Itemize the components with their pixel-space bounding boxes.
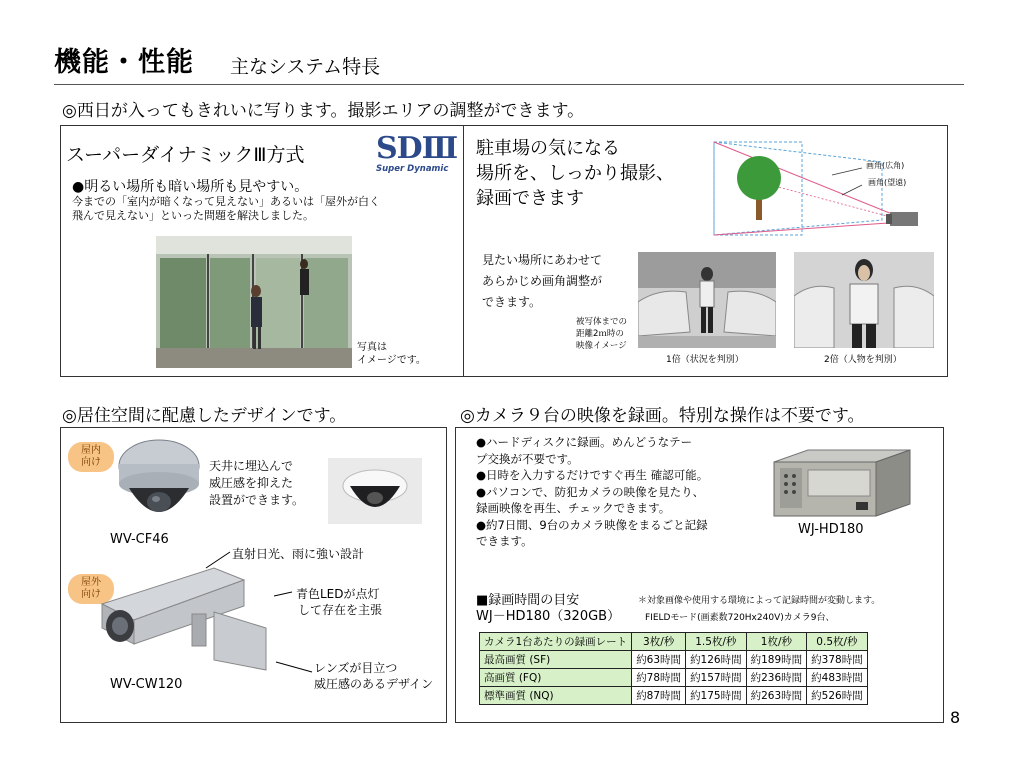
sd3-logo-text: SDⅢ [376, 131, 458, 166]
dome-camera-image [116, 436, 202, 530]
table-cell: 約263時間 [746, 687, 807, 705]
table-cell: 約87時間 [632, 687, 686, 705]
outdoor-badge-line2: 向け [81, 589, 101, 600]
table-title: ■録画時間の目安 [476, 593, 580, 608]
table-row-label: 標準画質 (NQ) [480, 687, 632, 705]
photo-note-line1: 写真は [357, 342, 387, 353]
table-note-line2: FIELDモード(画素数720Hx240V)カメラ9台、 [645, 613, 835, 623]
recording-time-table [479, 632, 868, 705]
photo-note [357, 341, 426, 367]
lens-text-line2: 威圧感のあるデザイン [314, 677, 434, 691]
caption-1x: 1倍（状況を判別） [666, 355, 744, 365]
outdoor-badge-line1: 屋外 [81, 577, 101, 588]
recorder-model: WJ-HD180 [798, 522, 864, 537]
table-row-label: 最高画質 (SF) [480, 651, 632, 669]
bullet4-line2: できます。 [476, 534, 533, 548]
parking-title-line1: 駐車場の気になる [476, 138, 620, 159]
table-row [480, 687, 868, 705]
page-title: 機能・性能 [54, 47, 194, 78]
sd-description [72, 195, 380, 223]
table-cell: 約157時間 [686, 669, 747, 687]
title-divider [54, 84, 964, 85]
distance-note-line3: 映像イメージ [576, 341, 627, 351]
bullet1-line2: プ交換が不要です。 [476, 451, 579, 466]
photo-note-line2: イメージです。 [357, 355, 426, 366]
angle-adjust-line2: あらかじめ画角調整が [482, 274, 603, 288]
table-header-row [480, 633, 868, 651]
table-header-cell: カメラ1台あたりの録画レート [480, 633, 632, 651]
table-cell: 約78時間 [632, 669, 686, 687]
angle-tele-label: 画角(望遠) [868, 178, 907, 187]
table-cell: 約526時間 [807, 687, 868, 705]
led-text [296, 586, 382, 618]
parking-image-1x [638, 252, 776, 348]
distance-note-line2: 距離2ｍ時の [576, 329, 624, 339]
table-cell: 約483時間 [807, 669, 868, 687]
section2-heading: ◎居住空間に配慮したデザインです。 [62, 406, 347, 426]
box-camera-image [94, 564, 270, 674]
ceiling-text-line3: 設置ができます。 [209, 493, 305, 507]
lens-text [314, 660, 433, 692]
super-dynamic-title: スーパーダイナミックⅢ方式 [66, 144, 305, 166]
indoor-badge [68, 442, 114, 472]
bright-dark-bullet: ●明るい場所も暗い場所も見やすい。 [72, 179, 309, 195]
bullet3-line2: 録画映像を再生、チェックできます。 [476, 501, 671, 515]
parking-title-line3: 録画できます [476, 188, 584, 209]
table-cell: 約126時間 [686, 651, 747, 669]
table-note-line1: ＊対象画像や使用する環境によって記録時間が変動します。 [638, 596, 881, 606]
angle-adjust-line3: できます。 [482, 295, 542, 309]
entrance-photo [156, 236, 352, 368]
sd3-logo-sub: Super Dynamic [376, 164, 449, 174]
indoor-badge-line1: 屋内 [81, 445, 101, 456]
page-subtitle: 主なシステム特長 [230, 56, 381, 78]
parking-title [476, 136, 674, 211]
sd-description-line2: 飛んで見えない」といった問題を解決しました。 [72, 209, 314, 222]
table-model: WJ－HD180（320GB） [476, 609, 621, 624]
led-text-line2: して存在を主張 [298, 603, 383, 617]
table-header-cell: 3枚/秒 [632, 633, 686, 651]
recorder-image [768, 448, 912, 520]
panel-divider [463, 125, 464, 377]
ceiling-text-line2: 威圧感を抑えた [209, 476, 294, 490]
indoor-badge-line2: 向け [81, 457, 101, 468]
model-indoor: WV-CF46 [110, 532, 169, 547]
view-angle-diagram [712, 140, 934, 240]
table-cell: 約236時間 [746, 669, 807, 687]
table-row [480, 669, 868, 687]
angle-adjust-line1: 見たい場所にあわせて [482, 253, 603, 267]
bullet2: ●日時を入力するだけですぐ再生 確認可能。 [476, 468, 709, 482]
section3-heading: ◎カメラ９台の映像を録画。特別な操作は不要です。 [460, 406, 865, 426]
ceiling-dome-photo [328, 458, 422, 524]
table-cell: 約378時間 [807, 651, 868, 669]
table-row [480, 651, 868, 669]
led-text-line1: 青色LEDが点灯 [296, 587, 380, 601]
parking-title-line2: 場所を、しっかり撮影、 [476, 163, 674, 184]
table-header-cell: 0.5枚/秒 [807, 633, 868, 651]
ceiling-text [209, 458, 304, 509]
bullet3-line1: ●パソコンで、防犯カメラの映像を見たり、 [476, 484, 705, 499]
caption-2x: 2倍（人物を判別） [824, 355, 902, 365]
page-number: 8 [950, 708, 961, 727]
model-outdoor: WV-CW120 [110, 677, 183, 692]
direct-sun-text: 直射日光、雨に強い設計 [232, 547, 365, 561]
table-header-cell: 1.5枚/秒 [686, 633, 747, 651]
distance-note-line1: 被写体までの [576, 317, 628, 327]
lens-text-line1: レンズが目立つ [314, 661, 398, 675]
table-cell: 約175時間 [686, 687, 747, 705]
table-header-cell: 1枚/秒 [746, 633, 807, 651]
sd-description-line1: 今までの「室内が暗くなって見えない」あるいは「屋外が白く [72, 195, 380, 208]
table-row-label: 高画質 (FQ) [480, 669, 632, 687]
parking-image-2x [794, 252, 934, 348]
sd3-logo [376, 131, 460, 176]
distance-note [576, 316, 627, 352]
bullet4-line1: ●約7日間、9台のカメラ映像をまるごと記録 [476, 517, 708, 532]
angle-adjust-text [482, 250, 602, 313]
bullet1-line1: ●ハードディスクに録画。めんどうなテー [476, 435, 693, 449]
ceiling-text-line1: 天井に埋込んで [209, 459, 294, 473]
table-cell: 約63時間 [632, 651, 686, 669]
angle-wide-label: 画角(広角) [866, 161, 905, 170]
section1-heading: ◎西日が入ってもきれいに写ります。撮影エリアの調整ができます。 [62, 101, 585, 121]
table-cell: 約189時間 [746, 651, 807, 669]
recording-bullets [476, 434, 708, 550]
